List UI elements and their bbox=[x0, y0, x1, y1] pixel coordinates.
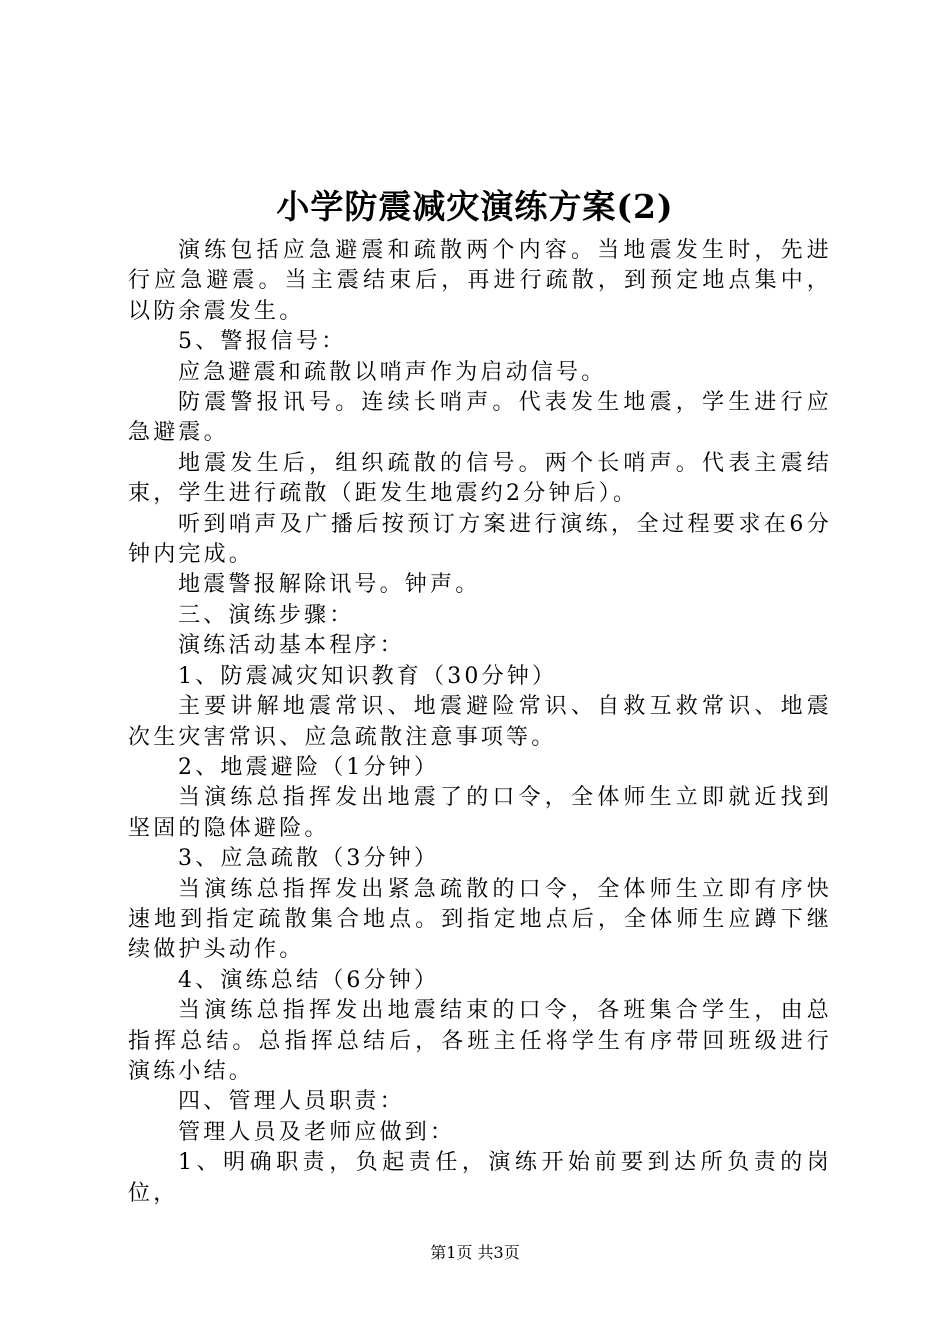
step-heading: 4、演练总结（6分钟） bbox=[178, 967, 440, 993]
paragraph: 听到哨声及广播后按预订方案进行演练，全过程要求在6分钟内完成。 bbox=[128, 511, 832, 568]
section-heading: 四、管理人员职责： bbox=[178, 1089, 405, 1115]
document-body bbox=[128, 236, 832, 1209]
paragraph: 地震发生后，组织疏散的信号。两个长哨声。代表主震结束，学生进行疏散（距发生地震约2分钟后）。 bbox=[128, 450, 832, 507]
paragraph: 地震警报解除讯号。钟声。 bbox=[178, 572, 481, 598]
paragraph: 防震警报讯号。连续长哨声。代表发生地震，学生进行应急避震。 bbox=[128, 390, 832, 446]
paragraph: 5、警报信号： bbox=[178, 329, 347, 355]
paragraph: 主要讲解地震常识、地震避险常识、自救互救常识、地震次生灾害常识、应急疏散注意事项等。 bbox=[128, 694, 832, 750]
paragraph: 演练包括应急避震和疏散两个内容。当地震发生时，先进行应急避震。当主震结束后，再进行疏散，到预定地点集中，以防余震发生。 bbox=[128, 238, 832, 324]
page-footer: 第1页 共3页 bbox=[430, 1243, 520, 1262]
section-heading: 三、演练步骤： bbox=[178, 602, 355, 628]
paragraph: 当演练总指挥发出地震结束的口令，各班集合学生，由总指挥总结。总指挥总结后，各班主任将学生有序带回班级进行演练小结。 bbox=[128, 998, 832, 1084]
paragraph: 当演练总指挥发出地震了的口令，全体师生立即就近找到坚固的隐体避险。 bbox=[128, 785, 832, 841]
paragraph: 管理人员及老师应做到： bbox=[178, 1119, 456, 1145]
step-heading: 2、地震避险（1分钟） bbox=[178, 754, 440, 780]
paragraph: 应急避震和疏散以哨声作为启动信号。 bbox=[178, 359, 607, 385]
paragraph: 当演练总指挥发出紧急疏散的口令，全体师生立即有序快速地到指定疏散集合地点。到指定地点后，全体师生应蹲下继续做护头动作。 bbox=[128, 876, 832, 963]
paragraph: 演练活动基本程序： bbox=[178, 633, 405, 659]
step-heading: 3、应急疏散（3分钟） bbox=[178, 846, 440, 872]
step-heading: 1、防震减灾知识教育（30分钟） bbox=[178, 663, 558, 689]
paragraph: 1、明确职责，负起责任，演练开始前要到达所负责的岗位， bbox=[128, 1150, 832, 1206]
document-title: 小学防震减灾演练方案(2) bbox=[276, 187, 674, 226]
